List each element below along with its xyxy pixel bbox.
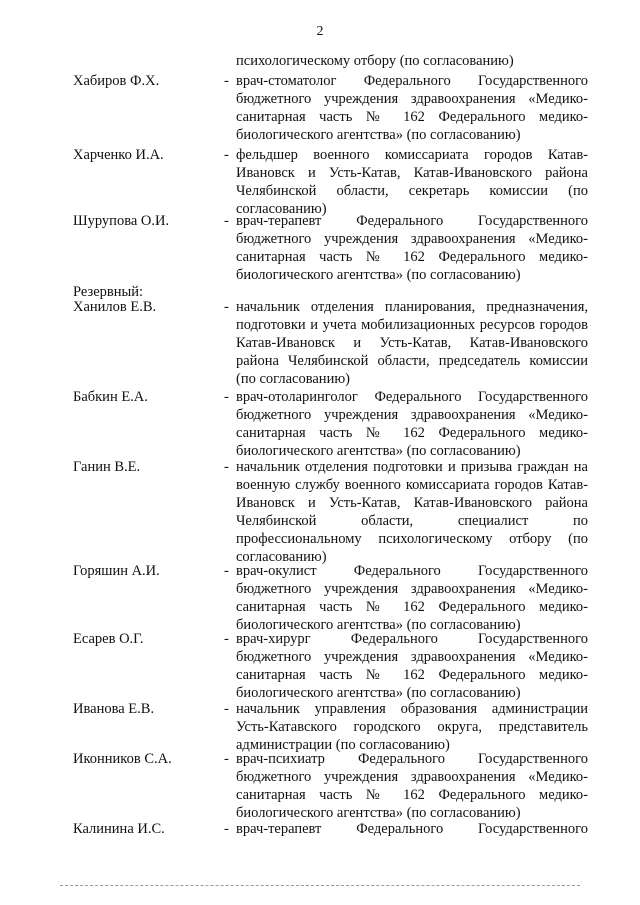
entry-dash: - bbox=[224, 213, 229, 229]
member-position: врач-стоматолог Федерального Государственного бюджетного учреждения здравоохранения «Медико-санитарная часть № 162 Федерального медико-биологического агентства» (по согласованию) bbox=[236, 73, 588, 143]
entry-dash: - bbox=[224, 821, 229, 837]
entry-dash: - bbox=[224, 631, 229, 647]
scan-artifact-line bbox=[60, 885, 580, 886]
member-name: Ханилов Е.В. bbox=[73, 299, 157, 315]
member-position: начальник отделения подготовки и призыва граждан на военную службу военного комиссариата городов Катав-Ивановск и Усть-Катав, Катав-Ивановского района Челябинской области, специалист по профессиональному психологическому отбору (по согласованию) bbox=[236, 459, 588, 565]
member-position: врач-хирург Федерального Государственного бюджетного учреждения здравоохранения «Медико-санитарная часть № 162 Федерального медико-биологического агентства» (по согласованию) bbox=[236, 631, 588, 701]
member-position: фельдшер военного комиссариата городов Катав-Ивановск и Усть-Катав, Катав-Ивановского района Челябинской области, секретарь комиссии (по согласованию) bbox=[236, 147, 588, 217]
member-position: врач-психиатр Федерального Государственного бюджетного учреждения здравоохранения «Медико-санитарная часть № 162 Федерального медико-биологического агентства» (по согласованию) bbox=[236, 751, 588, 821]
member-name: Калинина И.С. bbox=[73, 821, 165, 837]
entry-dash: - bbox=[224, 73, 229, 89]
member-name: Бабкин Е.А. bbox=[73, 389, 148, 405]
continuation-text: психологическому отбору (по согласованию) bbox=[236, 53, 514, 69]
member-name: Ганин В.Е. bbox=[73, 459, 141, 475]
member-position: врач-терапевт Федерального Государственного bbox=[236, 821, 588, 837]
member-name: Харченко И.А. bbox=[73, 147, 164, 163]
member-position: врач-терапевт Федерального Государственного бюджетного учреждения здравоохранения «Медико-санитарная часть № 162 Федерального медико-биологического агентства» (по согласованию) bbox=[236, 213, 588, 283]
member-position: начальник отделения планирования, предназначения, подготовки и учета мобилизационных ресурсов городов Катав-Ивановск и Усть-Катав, Катав-Ивановского района Челябинской области, председатель комиссии (по согласованию) bbox=[236, 299, 588, 387]
member-position: начальник управления образования администрации Усть-Катавского городского округа, представитель администрации (по согласованию) bbox=[236, 701, 588, 753]
member-name: Горяшин А.И. bbox=[73, 563, 160, 579]
member-name: Хабиров Ф.Х. bbox=[73, 73, 160, 89]
entry-dash: - bbox=[224, 147, 229, 163]
entry-dash: - bbox=[224, 459, 229, 475]
entry-dash: - bbox=[224, 563, 229, 579]
member-position: врач-окулист Федерального Государственного бюджетного учреждения здравоохранения «Медико-санитарная часть № 162 Федерального медико-биологического агентства» (по согласованию) bbox=[236, 563, 588, 633]
member-name: Иконников С.А. bbox=[73, 751, 172, 767]
entry-dash: - bbox=[224, 701, 229, 717]
entry-dash: - bbox=[224, 389, 229, 405]
entry-dash: - bbox=[224, 299, 229, 315]
page-number: 2 bbox=[316, 24, 324, 39]
member-name: Шурупова О.И. bbox=[73, 213, 170, 229]
entry-dash: - bbox=[224, 751, 229, 767]
member-name: Есарев О.Г. bbox=[73, 631, 144, 647]
reserve-label: Резервный: bbox=[73, 284, 144, 300]
member-position: врач-отоларинголог Федерального Государственного бюджетного учреждения здравоохранения «Медико-санитарная часть № 162 Федерального медико-биологического агентства» (по согласованию) bbox=[236, 389, 588, 459]
member-name: Иванова Е.В. bbox=[73, 701, 155, 717]
